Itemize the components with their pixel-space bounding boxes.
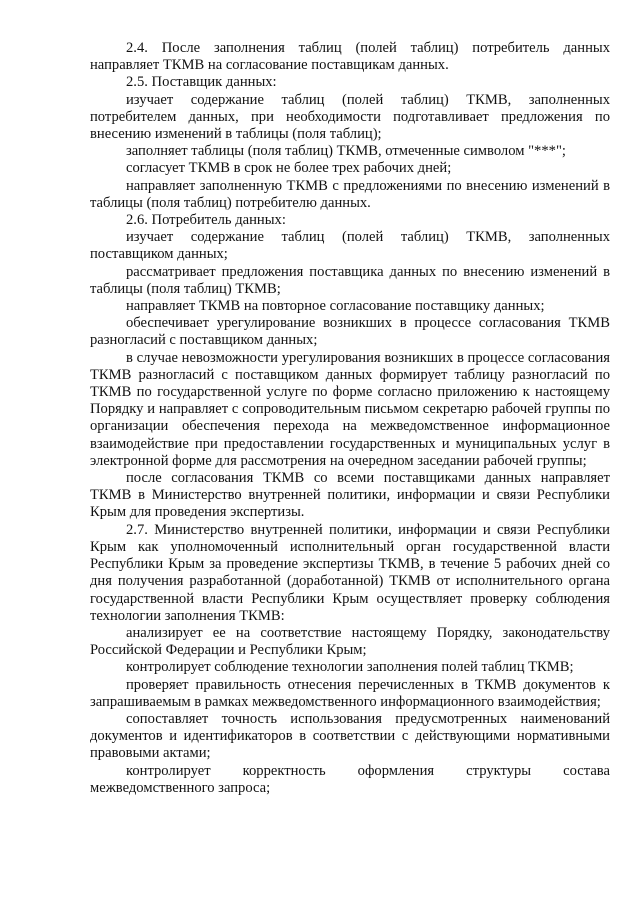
- paragraph-2-6-item-2: рассматривает предложения поставщика данных по внесению изменений в таблицы (поля таблиц) ТКМВ;: [90, 263, 610, 297]
- paragraph-2-6-item-4: обеспечивает урегулирование возникших в процессе согласования ТКМВ разногласий с поставщиком данных;: [90, 315, 610, 349]
- paragraph-2-6-item-1: изучает содержание таблиц (полей таблиц) ТКМВ, заполненных поставщиком данных;: [90, 229, 610, 263]
- paragraph-2-6-item-5: в случае невозможности урегулирования возникших в процессе согласования ТКМВ разногласий с поставщиком данных формирует таблицу разногласий по ТКМВ по государственной услуге по форме согласно приложению к настоящему Порядку и направляет с сопроводительным письмом секретарю рабочей группы по организации обеспечения перехода на межведомственное информационное взаимодействие при предоставлении государственных и муниципальных услуг в электронной форме для рассмотрения на очередном заседании рабочей группы;: [90, 349, 610, 469]
- paragraph-2-5-heading: 2.5. Поставщик данных:: [126, 74, 277, 91]
- paragraph-2-7-item-1: анализирует ее на соответствие настоящему Порядку, законодательству Российской Федерации и Республики Крым;: [90, 624, 610, 659]
- paragraph-2-7-item-2: контролирует соблюдение технологии заполнения полей таблиц ТКМВ;: [126, 659, 574, 676]
- document-page: [90, 40, 610, 797]
- paragraph-2-7-item-5: контролирует корректность оформления структуры состава межведомственного запроса;: [90, 762, 610, 796]
- paragraph-2-7-item-4: сопоставляет точность использования предусмотренных наименований документов и идентификаторов в соответствии с действующими нормативными правовыми актами;: [90, 710, 610, 762]
- paragraph-2-6-item-3: направляет ТКМВ на повторное согласование поставщику данных;: [126, 298, 545, 315]
- paragraph-2-6-heading: 2.6. Потребитель данных:: [126, 212, 286, 229]
- paragraph-2-5-item-2: заполняет таблицы (поля таблиц) ТКМВ, отмеченные символом "***";: [126, 143, 566, 160]
- paragraph-2-4: 2.4. После заполнения таблиц (полей таблиц) потребитель данных направляет ТКМВ на согласование поставщикам данных.: [90, 40, 610, 74]
- paragraph-2-5-item-4: направляет заполненную ТКМВ с предложениями по внесению изменений в таблицы (поля таблиц) потребителю данных.: [90, 177, 610, 211]
- paragraph-2-7: 2.7. Министерство внутренней политики, информации и связи Республики Крым как уполномоченный исполнительный орган государственной власти Республики Крым за проведение экспертизы ТКМВ, в течение 5 рабочих дней со дня получения разработанной (доработанной) ТКМВ от исполнительного органа государственной власти Республики Крым осуществляет проверку соблюдения технологии заполнения ТКМВ:: [90, 521, 610, 624]
- paragraph-2-5-item-3: согласует ТКМВ в срок не более трех рабочих дней;: [126, 160, 452, 177]
- paragraph-2-5-item-1: изучает содержание таблиц (полей таблиц) ТКМВ, заполненных потребителем данных, при необходимости подготавливает предложения по внесению изменений в таблицы (поля таблиц);: [90, 91, 610, 143]
- paragraph-2-7-item-3: проверяет правильность отнесения перечисленных в ТКМВ документов к запрашиваемым в рамках межведомственного информационного взаимодействия;: [90, 676, 610, 710]
- paragraph-2-6-item-6: после согласования ТКМВ со всеми поставщиками данных направляет ТКМВ в Министерство внутренней политики, информации и связи Республики Крым для проведения экспертизы.: [90, 470, 610, 521]
